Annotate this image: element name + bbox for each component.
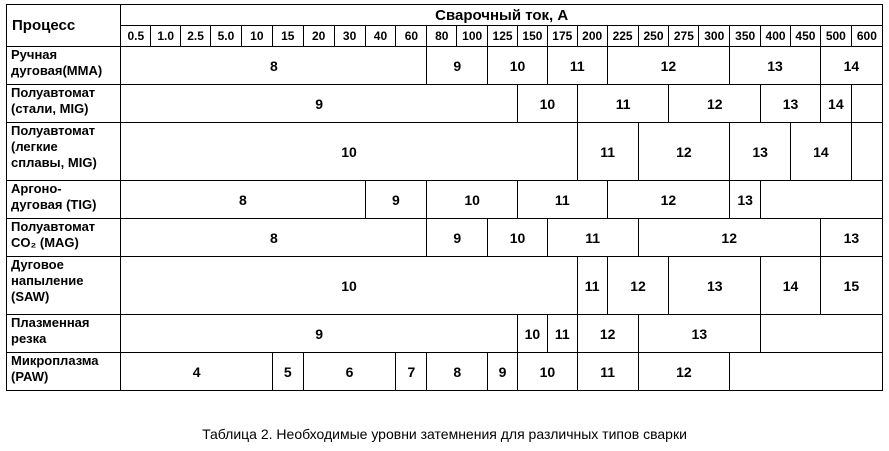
shade-level-cell: 10 (488, 219, 548, 257)
process-name-line: CO₂ (MAG) (11, 235, 79, 250)
shade-level-cell: 9 (121, 85, 518, 123)
current-tick: 15 (272, 26, 303, 47)
process-name (7, 85, 121, 123)
process-name (7, 219, 121, 257)
current-tick: 150 (518, 26, 548, 47)
header-welding-current: Сварочный ток, А (121, 5, 883, 26)
shade-level-cell: 11 (577, 353, 638, 391)
empty-cell (761, 315, 883, 353)
table-row (7, 219, 883, 257)
shade-level-cell: 13 (730, 181, 761, 219)
table-row (7, 315, 883, 353)
process-name-line: (PAW) (11, 369, 49, 384)
current-tick: 40 (365, 26, 396, 47)
process-name-line: (SAW) (11, 289, 50, 304)
process-name-line: Ручная (11, 47, 58, 62)
header-process: Процесс (7, 5, 121, 47)
shade-level-cell: 10 (121, 123, 577, 181)
current-tick: 350 (730, 26, 761, 47)
empty-cell (851, 123, 882, 181)
process-name-line: дуговая (TIG) (11, 197, 97, 212)
table-row (7, 181, 883, 219)
current-tick: 100 (457, 26, 488, 47)
empty-cell (761, 181, 883, 219)
shade-level-cell: 12 (638, 219, 820, 257)
process-name (7, 257, 121, 315)
process-name-line: напыление (11, 273, 84, 288)
current-tick: 250 (638, 26, 669, 47)
shade-level-cell: 12 (638, 353, 730, 391)
shade-level-cell: 4 (121, 353, 272, 391)
process-name-line: Плазменная (11, 315, 90, 330)
empty-cell (851, 85, 882, 123)
shade-level-cell: 8 (427, 353, 488, 391)
process-name-line: дуговая(MMA) (11, 63, 103, 78)
shade-level-cell: 12 (577, 315, 638, 353)
process-name-line: резка (11, 331, 47, 346)
shade-level-cell: 12 (607, 47, 730, 85)
shade-level-cell: 11 (547, 47, 607, 85)
current-tick: 450 (791, 26, 821, 47)
current-tick: 125 (488, 26, 518, 47)
shade-level-cell: 9 (121, 315, 518, 353)
current-tick: 500 (820, 26, 851, 47)
current-tick: 400 (761, 26, 791, 47)
current-tick: 10 (241, 26, 272, 47)
shade-level-cell: 13 (820, 219, 882, 257)
shade-level-cell: 9 (427, 47, 488, 85)
shade-level-cell: 13 (730, 47, 821, 85)
current-tick: 20 (303, 26, 334, 47)
empty-cell (730, 353, 883, 391)
shade-level-cell: 10 (488, 47, 548, 85)
table-row (7, 47, 883, 85)
table-row (7, 123, 883, 181)
shade-level-cell: 11 (547, 219, 638, 257)
shade-level-cell: 12 (638, 123, 730, 181)
shade-level-cell: 14 (820, 47, 882, 85)
process-name (7, 47, 121, 85)
process-name-line: Полуавтомат (11, 85, 96, 100)
process-name-line: (стали, MIG) (11, 101, 89, 116)
current-tick: 5.0 (211, 26, 242, 47)
process-name-line: Дуговое (11, 257, 64, 272)
current-tick: 175 (547, 26, 577, 47)
table-caption: Таблица 2. Необходимые уровни затемнения для различных типов сварки (202, 426, 687, 442)
current-tick: 600 (851, 26, 882, 47)
current-tick: 225 (607, 26, 638, 47)
shade-level-cell: 10 (121, 257, 577, 315)
shade-level-cell: 10 (427, 181, 518, 219)
shade-level-cell: 5 (272, 353, 303, 391)
process-name (7, 123, 121, 181)
shade-level-cell: 10 (518, 353, 578, 391)
current-tick: 30 (334, 26, 365, 47)
shade-level-cell: 14 (791, 123, 852, 181)
current-tick: 1.0 (151, 26, 181, 47)
shade-level-cell: 8 (121, 181, 365, 219)
shade-level-cell: 11 (518, 181, 608, 219)
shade-level-cell: 14 (761, 257, 821, 315)
shade-level-cell: 11 (577, 257, 607, 315)
shade-level-cell: 14 (820, 85, 851, 123)
table-row (7, 257, 883, 315)
shade-level-cell: 10 (518, 315, 548, 353)
shade-level-cell: 9 (488, 353, 518, 391)
shade-level-cell: 11 (577, 85, 669, 123)
shade-level-cell: 12 (669, 85, 761, 123)
process-name-line: сплавы, MIG) (11, 155, 97, 170)
shade-level-cell: 9 (365, 181, 427, 219)
current-tick: 0.5 (121, 26, 151, 47)
process-name (7, 353, 121, 391)
shade-level-cell: 7 (396, 353, 427, 391)
current-tick: 200 (577, 26, 607, 47)
process-name-line: (легкие (11, 139, 58, 154)
current-tick: 275 (669, 26, 699, 47)
shade-level-cell: 12 (607, 181, 730, 219)
shade-level-cell: 8 (121, 47, 427, 85)
current-tick: 300 (699, 26, 730, 47)
shade-level-cell: 13 (730, 123, 791, 181)
process-name (7, 181, 121, 219)
shade-level-cell: 9 (427, 219, 488, 257)
process-name-line: Полуавтомат (11, 219, 96, 234)
table-row (7, 85, 883, 123)
current-tick: 80 (427, 26, 457, 47)
shade-level-cell: 13 (761, 85, 821, 123)
current-tick: 60 (396, 26, 427, 47)
shade-level-table (6, 4, 883, 391)
current-tick: 2.5 (181, 26, 211, 47)
process-name-line: Аргоно- (11, 181, 62, 196)
shade-level-cell: 10 (518, 85, 578, 123)
shade-level-cell: 13 (669, 257, 761, 315)
process-name (7, 315, 121, 353)
process-name-line: Полуавтомат (11, 123, 96, 138)
process-name-line: Микроплазма (11, 353, 99, 368)
shade-level-cell: 12 (607, 257, 669, 315)
shade-level-cell: 6 (303, 353, 396, 391)
shade-level-cell: 11 (547, 315, 577, 353)
shade-level-cell: 13 (638, 315, 761, 353)
shade-level-cell: 15 (820, 257, 882, 315)
shade-level-cell: 11 (577, 123, 638, 181)
table-row (7, 353, 883, 391)
shade-level-cell: 8 (121, 219, 427, 257)
